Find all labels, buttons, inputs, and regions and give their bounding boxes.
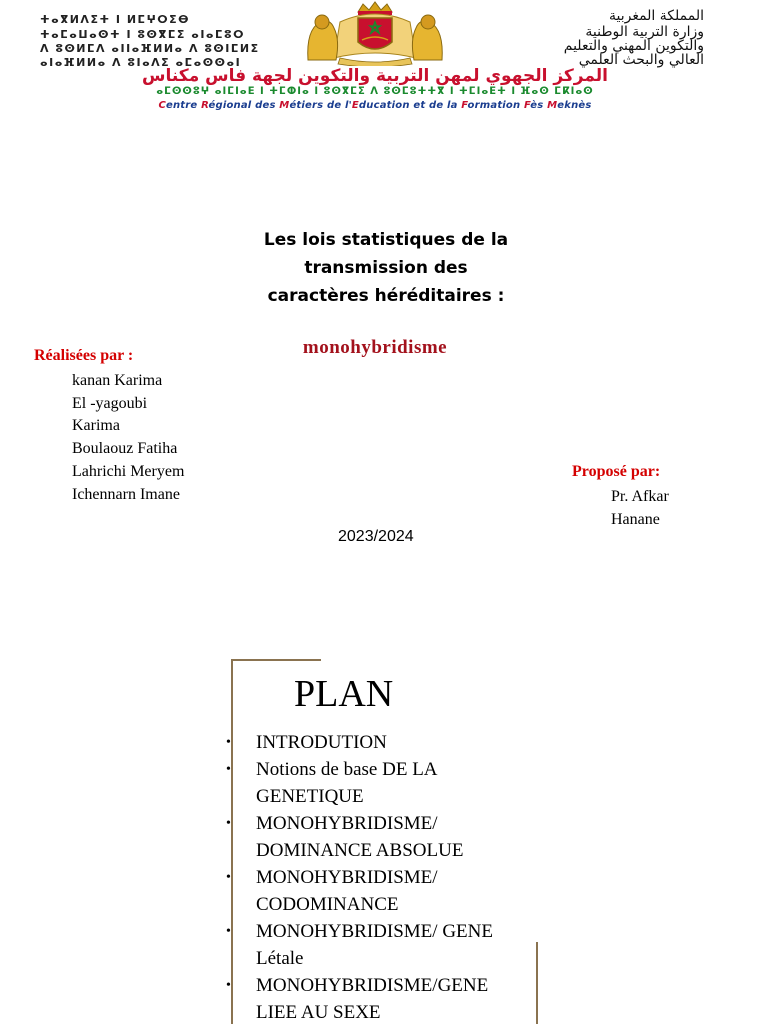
author-name: kanan Karima — [72, 372, 163, 389]
centre-name-initial: C — [158, 100, 166, 111]
bullet-icon: • — [226, 978, 231, 993]
list-item — [226, 972, 536, 1026]
academic-year: 2023/2024 — [338, 528, 414, 545]
title-line: caractères héréditaires : — [267, 286, 505, 306]
bullet-icon: • — [226, 762, 231, 777]
tifinagh-line-1: ⵜⴰⴳⵍⴷⵉⵜ ⵏ ⵍⵎⵖⵔⵉⴱ — [40, 13, 191, 26]
centre-name-fragment: ducation et de la — [358, 100, 462, 111]
arabic-line-1: المملكة المغربية — [608, 8, 704, 24]
title-line: transmission des — [304, 258, 468, 278]
centre-name-fragment: égional des — [208, 100, 280, 111]
bullet-icon: • — [226, 870, 231, 885]
list-item-text: MONOHYBRIDISME/ — [256, 867, 438, 888]
title-line: Les lois statistiques de la — [263, 230, 509, 250]
centre-name-fragment: eknès — [557, 100, 592, 111]
arabic-line-3: والتكوين المهني والتعليم — [563, 38, 704, 54]
list-item — [226, 729, 536, 756]
list-item-text: DOMINANCE ABSOLUE — [256, 840, 464, 861]
centre-name-initial: F — [524, 100, 531, 111]
plan-frame-right — [536, 942, 538, 1024]
author-name: Ichennarn Imane — [72, 486, 180, 503]
centre-name-arabic: المركز الجهوي لمهن التربية والتكوين لجهة فاس مكناس — [142, 66, 608, 86]
arabic-line-4: العالي والبحث العلمي — [578, 52, 704, 68]
centre-name-initial: R — [201, 100, 209, 111]
centre-name-french — [42, 100, 708, 111]
list-item-text: LIEE AU SEXE — [256, 1002, 381, 1023]
author-name: Karima — [72, 417, 120, 434]
bullet-icon: • — [226, 924, 231, 939]
document-subtitle: monohybridisme — [302, 337, 448, 358]
centre-name-fragment: ormation — [467, 100, 524, 111]
centre-name-initial: M — [547, 100, 558, 111]
list-item — [226, 756, 536, 810]
plan-title: PLAN — [294, 673, 394, 715]
arabic-line-2: وزارة التربية الوطنية — [585, 24, 704, 40]
list-item-text: CODOMINANCE — [256, 894, 399, 915]
list-item — [226, 864, 536, 918]
tifinagh-line-3: ⴷ ⵓⵙⵍⵎⴷ ⴰⵏⵏⴰⴼⵍⵍⴰ ⴷ ⵓⵙⵏⵎⵍⵉ — [40, 42, 260, 55]
supervisor-label: Proposé par: — [572, 463, 661, 480]
list-item-text: Létale — [256, 948, 304, 969]
tifinagh-line-2: ⵜⴰⵎⴰⵡⴰⵙⵜ ⵏ ⵓⵙⴳⵎⵉ ⴰⵏⴰⵎⵓⵔ — [40, 28, 245, 41]
plan-list — [226, 729, 536, 1026]
plan-frame-top — [231, 659, 321, 661]
centre-name-initial: E — [351, 100, 359, 111]
supervisor-name: Hanane — [611, 511, 660, 528]
author-name: Lahrichi Meryem — [72, 463, 185, 480]
author-name: El -yagoubi — [72, 395, 148, 412]
list-item-text: MONOHYBRIDISME/ — [256, 813, 438, 834]
supervisor-name: Pr. Afkar — [611, 488, 669, 505]
document-title — [180, 226, 592, 310]
author-name: Boulaouz Fatiha — [72, 440, 178, 457]
centre-name-fragment: ès — [530, 100, 548, 111]
authors-label: Réalisées par : — [34, 347, 134, 364]
centre-name-tifinagh: ⴰⵎⵙⵙⵓⵖ ⴰⵏⵎⵏⴰⴹ ⵏ ⵜⵎⵀⵏⴰ ⵏ ⵓⵙⴳⵎⵉ ⴷ ⵓⵙⵎⵓⵜⵜⴳ ⵏ ⵜⵎⵏⴰⴹⵜ ⵏ ⴼⴰⵙ ⵎⴽⵏⴰⵙ — [156, 86, 594, 97]
list-item-text: GENETIQUE — [256, 786, 364, 807]
centre-name-fragment: entre — [166, 100, 202, 111]
list-item-text: MONOHYBRIDISME/ GENE — [256, 921, 493, 942]
tifinagh-line-4: ⴰⵏⴰⴼⵍⵍⴰ ⴷ ⵓⵏⴰⴷⵉ ⴰⵎⴰⵙⵙⴰⵏ — [40, 56, 242, 69]
bullet-icon: • — [226, 816, 231, 831]
list-item — [226, 810, 536, 864]
list-item-text: MONOHYBRIDISME/GENE — [256, 975, 489, 996]
list-item — [226, 918, 536, 972]
centre-name-fragment: étiers de l' — [289, 100, 352, 111]
list-item-text: Notions de base DE LA — [256, 759, 438, 780]
centre-name-initial: M — [279, 100, 290, 111]
centre-name-initial: F — [461, 100, 468, 111]
moroccan-coat-of-arms-icon — [300, 0, 450, 66]
bullet-icon: • — [226, 735, 231, 750]
list-item-text: INTRODUTION — [256, 732, 387, 753]
